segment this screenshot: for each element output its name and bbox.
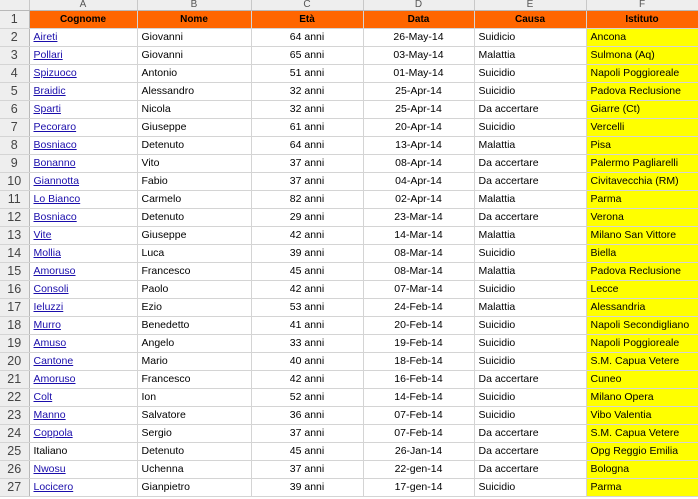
cell-nome[interactable]: Giovanni — [137, 29, 251, 47]
cell-nome[interactable]: Fabio — [137, 173, 251, 191]
cell-eta[interactable]: 40 anni — [251, 353, 363, 371]
table-row — [0, 155, 698, 173]
row-header[interactable]: 1 — [0, 11, 29, 29]
cell-data[interactable]: 26-Jan-14 — [363, 443, 474, 461]
cell-data[interactable]: 20-Feb-14 — [363, 317, 474, 335]
table-row — [0, 191, 698, 209]
cell-cognome[interactable]: Amoruso — [29, 371, 137, 389]
row-header[interactable]: 2 — [0, 29, 29, 47]
cell-cognome[interactable]: Aireti — [29, 29, 137, 47]
cell-causa[interactable]: Da accertare — [474, 101, 586, 119]
cell-causa[interactable]: Suicidio — [474, 407, 586, 425]
cell-eta[interactable]: 32 anni — [251, 101, 363, 119]
header-data[interactable]: Data — [363, 11, 474, 29]
row-header[interactable]: 9 — [0, 155, 29, 173]
row-header[interactable]: 11 — [0, 191, 29, 209]
cell-nome[interactable]: Benedetto — [137, 317, 251, 335]
cell-nome[interactable]: Francesco — [137, 371, 251, 389]
cell-nome[interactable]: Mario — [137, 353, 251, 371]
cell-causa[interactable]: Suicidio — [474, 83, 586, 101]
cell-causa[interactable]: Suicidio — [474, 317, 586, 335]
cell-nome[interactable]: Angelo — [137, 335, 251, 353]
cell-istituto[interactable]: Sulmona (Aq) — [586, 47, 698, 65]
table-row — [0, 443, 698, 461]
cell-causa[interactable]: Suicidio — [474, 281, 586, 299]
row-header[interactable]: 13 — [0, 227, 29, 245]
cell-cognome[interactable]: Spizuoco — [29, 65, 137, 83]
row-header[interactable]: 14 — [0, 245, 29, 263]
cell-data[interactable]: 14-Mar-14 — [363, 227, 474, 245]
cell-data[interactable]: 07-Feb-14 — [363, 407, 474, 425]
cell-istituto[interactable]: S.M. Capua Vetere — [586, 425, 698, 443]
cell-causa[interactable]: Suicidio — [474, 65, 586, 83]
column-header-f[interactable]: F — [586, 0, 698, 11]
cell-cognome[interactable]: Consoli — [29, 281, 137, 299]
cell-eta[interactable]: 64 anni — [251, 137, 363, 155]
cell-eta[interactable]: 32 anni — [251, 83, 363, 101]
cell-nome[interactable]: Uchenna — [137, 461, 251, 479]
cell-istituto[interactable]: Biella — [586, 245, 698, 263]
table-header-row — [0, 11, 698, 29]
cell-nome[interactable]: Giuseppe — [137, 119, 251, 137]
row-header[interactable]: 22 — [0, 389, 29, 407]
cell-cognome[interactable]: Pecoraro — [29, 119, 137, 137]
table-row — [0, 299, 698, 317]
row-header[interactable]: 5 — [0, 83, 29, 101]
cell-cognome[interactable]: Vite — [29, 227, 137, 245]
cell-istituto[interactable]: Vibo Valentia — [586, 407, 698, 425]
row-header[interactable]: 7 — [0, 119, 29, 137]
cell-causa[interactable]: Malattia — [474, 263, 586, 281]
row-header[interactable]: 23 — [0, 407, 29, 425]
cell-cognome[interactable]: Colt — [29, 389, 137, 407]
cell-nome[interactable]: Detenuto — [137, 137, 251, 155]
cell-eta[interactable]: 82 anni — [251, 191, 363, 209]
cell-nome[interactable]: Giuseppe — [137, 227, 251, 245]
cell-istituto[interactable]: Giarre (Ct) — [586, 101, 698, 119]
cell-data[interactable]: 02-Apr-14 — [363, 191, 474, 209]
row-header[interactable]: 4 — [0, 65, 29, 83]
cell-causa[interactable]: Da accertare — [474, 443, 586, 461]
cell-eta[interactable]: 53 anni — [251, 299, 363, 317]
table-row — [0, 245, 698, 263]
cell-nome[interactable]: Antonio — [137, 65, 251, 83]
cell-nome[interactable]: Giovanni — [137, 47, 251, 65]
cell-eta[interactable]: 42 anni — [251, 281, 363, 299]
cell-eta[interactable]: 36 anni — [251, 407, 363, 425]
cell-eta[interactable]: 42 anni — [251, 371, 363, 389]
cell-istituto[interactable]: Napoli Secondigliano — [586, 317, 698, 335]
cell-cognome[interactable]: Amuso — [29, 335, 137, 353]
cell-istituto[interactable]: Vercelli — [586, 119, 698, 137]
table-row — [0, 227, 698, 245]
cell-causa[interactable]: Malattia — [474, 47, 586, 65]
cell-istituto[interactable]: Napoli Poggioreale — [586, 335, 698, 353]
cell-cognome[interactable]: Amoruso — [29, 263, 137, 281]
cell-eta[interactable]: 37 anni — [251, 425, 363, 443]
cell-cognome[interactable]: Giannotta — [29, 173, 137, 191]
cell-cognome[interactable]: Bosniaco — [29, 137, 137, 155]
table-row — [0, 425, 698, 443]
cell-data[interactable]: 18-Feb-14 — [363, 353, 474, 371]
cell-causa[interactable]: Da accertare — [474, 209, 586, 227]
cell-istituto[interactable]: Verona — [586, 209, 698, 227]
cell-istituto[interactable]: Milano San Vittore — [586, 227, 698, 245]
cell-data[interactable]: 19-Feb-14 — [363, 335, 474, 353]
row-header[interactable]: 6 — [0, 101, 29, 119]
cell-eta[interactable]: 42 anni — [251, 227, 363, 245]
row-header[interactable]: 3 — [0, 47, 29, 65]
cell-cognome[interactable]: Locicero — [29, 479, 137, 497]
row-header[interactable]: 19 — [0, 335, 29, 353]
cell-nome[interactable]: Detenuto — [137, 443, 251, 461]
row-header[interactable]: 10 — [0, 173, 29, 191]
cell-nome[interactable]: Luca — [137, 245, 251, 263]
cell-cognome[interactable]: Cantone — [29, 353, 137, 371]
table-row — [0, 263, 698, 281]
cell-istituto[interactable]: Napoli Poggioreale — [586, 65, 698, 83]
cell-istituto[interactable]: Cuneo — [586, 371, 698, 389]
table-row — [0, 317, 698, 335]
cell-cognome[interactable]: Murro — [29, 317, 137, 335]
column-header-row — [0, 0, 698, 11]
cell-data[interactable]: 07-Mar-14 — [363, 281, 474, 299]
cell-istituto[interactable]: Bologna — [586, 461, 698, 479]
cell-istituto[interactable]: Ancona — [586, 29, 698, 47]
cell-istituto[interactable]: S.M. Capua Vetere — [586, 353, 698, 371]
cell-causa[interactable]: Malattia — [474, 137, 586, 155]
cell-data[interactable]: 01-May-14 — [363, 65, 474, 83]
cell-istituto[interactable]: Padova Reclusione — [586, 83, 698, 101]
cell-causa[interactable]: Malattia — [474, 299, 586, 317]
cell-cognome[interactable]: Sparti — [29, 101, 137, 119]
column-header-d[interactable]: D — [363, 0, 474, 11]
cell-istituto[interactable]: Pisa — [586, 137, 698, 155]
cell-nome[interactable]: Paolo — [137, 281, 251, 299]
cell-nome[interactable]: Carmelo — [137, 191, 251, 209]
cell-cognome[interactable]: Bonanno — [29, 155, 137, 173]
table-row — [0, 65, 698, 83]
row-header[interactable]: 24 — [0, 425, 29, 443]
table-row — [0, 461, 698, 479]
table-row — [0, 281, 698, 299]
cell-eta[interactable]: 45 anni — [251, 443, 363, 461]
cell-eta[interactable]: 51 anni — [251, 65, 363, 83]
cell-eta[interactable]: 61 anni — [251, 119, 363, 137]
header-nome[interactable]: Nome — [137, 11, 251, 29]
table-row — [0, 173, 698, 191]
cell-data[interactable]: 08-Mar-14 — [363, 263, 474, 281]
column-header-c[interactable]: C — [251, 0, 363, 11]
row-header[interactable]: 21 — [0, 371, 29, 389]
cell-data[interactable]: 26-May-14 — [363, 29, 474, 47]
cell-istituto[interactable]: Civitavecchia (RM) — [586, 173, 698, 191]
cell-nome[interactable]: Alessandro — [137, 83, 251, 101]
table-row — [0, 119, 698, 137]
column-header-b[interactable]: B — [137, 0, 251, 11]
row-header[interactable]: 20 — [0, 353, 29, 371]
cell-data[interactable]: 22-gen-14 — [363, 461, 474, 479]
cell-eta[interactable]: 37 anni — [251, 173, 363, 191]
cell-istituto[interactable]: Milano Opera — [586, 389, 698, 407]
cell-eta[interactable]: 39 anni — [251, 245, 363, 263]
cell-causa[interactable]: Suicidio — [474, 389, 586, 407]
cell-data[interactable]: 14-Feb-14 — [363, 389, 474, 407]
table-row — [0, 371, 698, 389]
cell-nome[interactable]: Nicola — [137, 101, 251, 119]
cell-data[interactable]: 25-Apr-14 — [363, 83, 474, 101]
table-row — [0, 137, 698, 155]
table-row — [0, 335, 698, 353]
cell-istituto[interactable]: Opg Reggio Emilia — [586, 443, 698, 461]
cell-causa[interactable]: Suicidio — [474, 119, 586, 137]
table-row — [0, 83, 698, 101]
cell-eta[interactable]: 65 anni — [251, 47, 363, 65]
cell-istituto[interactable]: Parma — [586, 191, 698, 209]
cell-data[interactable]: 23-Mar-14 — [363, 209, 474, 227]
row-header[interactable]: 27 — [0, 479, 29, 497]
row-header[interactable]: 12 — [0, 209, 29, 227]
cell-data[interactable]: 07-Feb-14 — [363, 425, 474, 443]
row-header[interactable]: 16 — [0, 281, 29, 299]
cell-causa[interactable]: Suicidio — [474, 353, 586, 371]
cell-causa[interactable]: Da accertare — [474, 425, 586, 443]
cell-cognome[interactable]: Nwosu — [29, 461, 137, 479]
table-row — [0, 29, 698, 47]
cell-eta[interactable]: 41 anni — [251, 317, 363, 335]
cell-eta[interactable]: 37 anni — [251, 461, 363, 479]
cell-causa[interactable]: Suicidio — [474, 335, 586, 353]
cell-data[interactable]: 17-gen-14 — [363, 479, 474, 497]
table-row — [0, 353, 698, 371]
cell-causa[interactable]: Suidicio — [474, 29, 586, 47]
cell-nome[interactable]: Vito — [137, 155, 251, 173]
cell-data[interactable]: 13-Apr-14 — [363, 137, 474, 155]
column-header-e[interactable]: E — [474, 0, 586, 11]
cell-cognome[interactable]: Manno — [29, 407, 137, 425]
table-row — [0, 101, 698, 119]
cell-cognome[interactable]: Italiano — [29, 443, 137, 461]
cell-istituto[interactable]: Parma — [586, 479, 698, 497]
row-header[interactable]: 15 — [0, 263, 29, 281]
cell-causa[interactable]: Malattia — [474, 227, 586, 245]
cell-nome[interactable]: Gianpietro — [137, 479, 251, 497]
cell-causa[interactable]: Da accertare — [474, 155, 586, 173]
column-header-a[interactable]: A — [29, 0, 137, 11]
row-header[interactable]: 17 — [0, 299, 29, 317]
cell-eta[interactable]: 64 anni — [251, 29, 363, 47]
cell-eta[interactable]: 29 anni — [251, 209, 363, 227]
cell-causa[interactable]: Suicidio — [474, 245, 586, 263]
cell-data[interactable]: 04-Apr-14 — [363, 173, 474, 191]
table-row — [0, 209, 698, 227]
cell-data[interactable]: 03-May-14 — [363, 47, 474, 65]
row-header[interactable]: 8 — [0, 137, 29, 155]
table-row — [0, 389, 698, 407]
cell-nome[interactable]: Salvatore — [137, 407, 251, 425]
row-header[interactable]: 25 — [0, 443, 29, 461]
cell-eta[interactable]: 52 anni — [251, 389, 363, 407]
cell-istituto[interactable]: Alessandria — [586, 299, 698, 317]
cell-nome[interactable]: Detenuto — [137, 209, 251, 227]
cell-causa[interactable]: Da accertare — [474, 461, 586, 479]
cell-cognome[interactable]: Coppola — [29, 425, 137, 443]
cell-cognome[interactable]: Pollari — [29, 47, 137, 65]
header-eta[interactable]: Età — [251, 11, 363, 29]
header-causa[interactable]: Causa — [474, 11, 586, 29]
cell-causa[interactable]: Da accertare — [474, 371, 586, 389]
row-header[interactable]: 18 — [0, 317, 29, 335]
cell-nome[interactable]: Sergio — [137, 425, 251, 443]
cell-data[interactable]: 24-Feb-14 — [363, 299, 474, 317]
header-cognome[interactable]: Cognome — [29, 11, 137, 29]
cell-istituto[interactable]: Lecce — [586, 281, 698, 299]
cell-data[interactable]: 08-Apr-14 — [363, 155, 474, 173]
cell-nome[interactable]: Ion — [137, 389, 251, 407]
select-all-corner[interactable] — [0, 0, 29, 11]
cell-causa[interactable]: Suicidio — [474, 479, 586, 497]
cell-data[interactable]: 16-Feb-14 — [363, 371, 474, 389]
table-row — [0, 407, 698, 425]
cell-cognome[interactable]: Lo Bianco — [29, 191, 137, 209]
cell-data[interactable]: 20-Apr-14 — [363, 119, 474, 137]
cell-eta[interactable]: 39 anni — [251, 479, 363, 497]
cell-eta[interactable]: 45 anni — [251, 263, 363, 281]
table-row — [0, 47, 698, 65]
cell-data[interactable]: 08-Mar-14 — [363, 245, 474, 263]
row-header[interactable]: 26 — [0, 461, 29, 479]
cell-data[interactable]: 25-Apr-14 — [363, 101, 474, 119]
cell-causa[interactable]: Malattia — [474, 191, 586, 209]
cell-istituto[interactable]: Padova Reclusione — [586, 263, 698, 281]
cell-cognome[interactable]: Bosniaco — [29, 209, 137, 227]
table-row — [0, 479, 698, 497]
cell-cognome[interactable]: Ieluzzi — [29, 299, 137, 317]
cell-eta[interactable]: 37 anni — [251, 155, 363, 173]
cell-istituto[interactable]: Palermo Pagliarelli — [586, 155, 698, 173]
cell-eta[interactable]: 33 anni — [251, 335, 363, 353]
cell-nome[interactable]: Francesco — [137, 263, 251, 281]
cell-cognome[interactable]: Mollia — [29, 245, 137, 263]
cell-nome[interactable]: Ezio — [137, 299, 251, 317]
cell-causa[interactable]: Da accertare — [474, 173, 586, 191]
cell-cognome[interactable]: Braidic — [29, 83, 137, 101]
header-istituto[interactable]: Istituto — [586, 11, 698, 29]
